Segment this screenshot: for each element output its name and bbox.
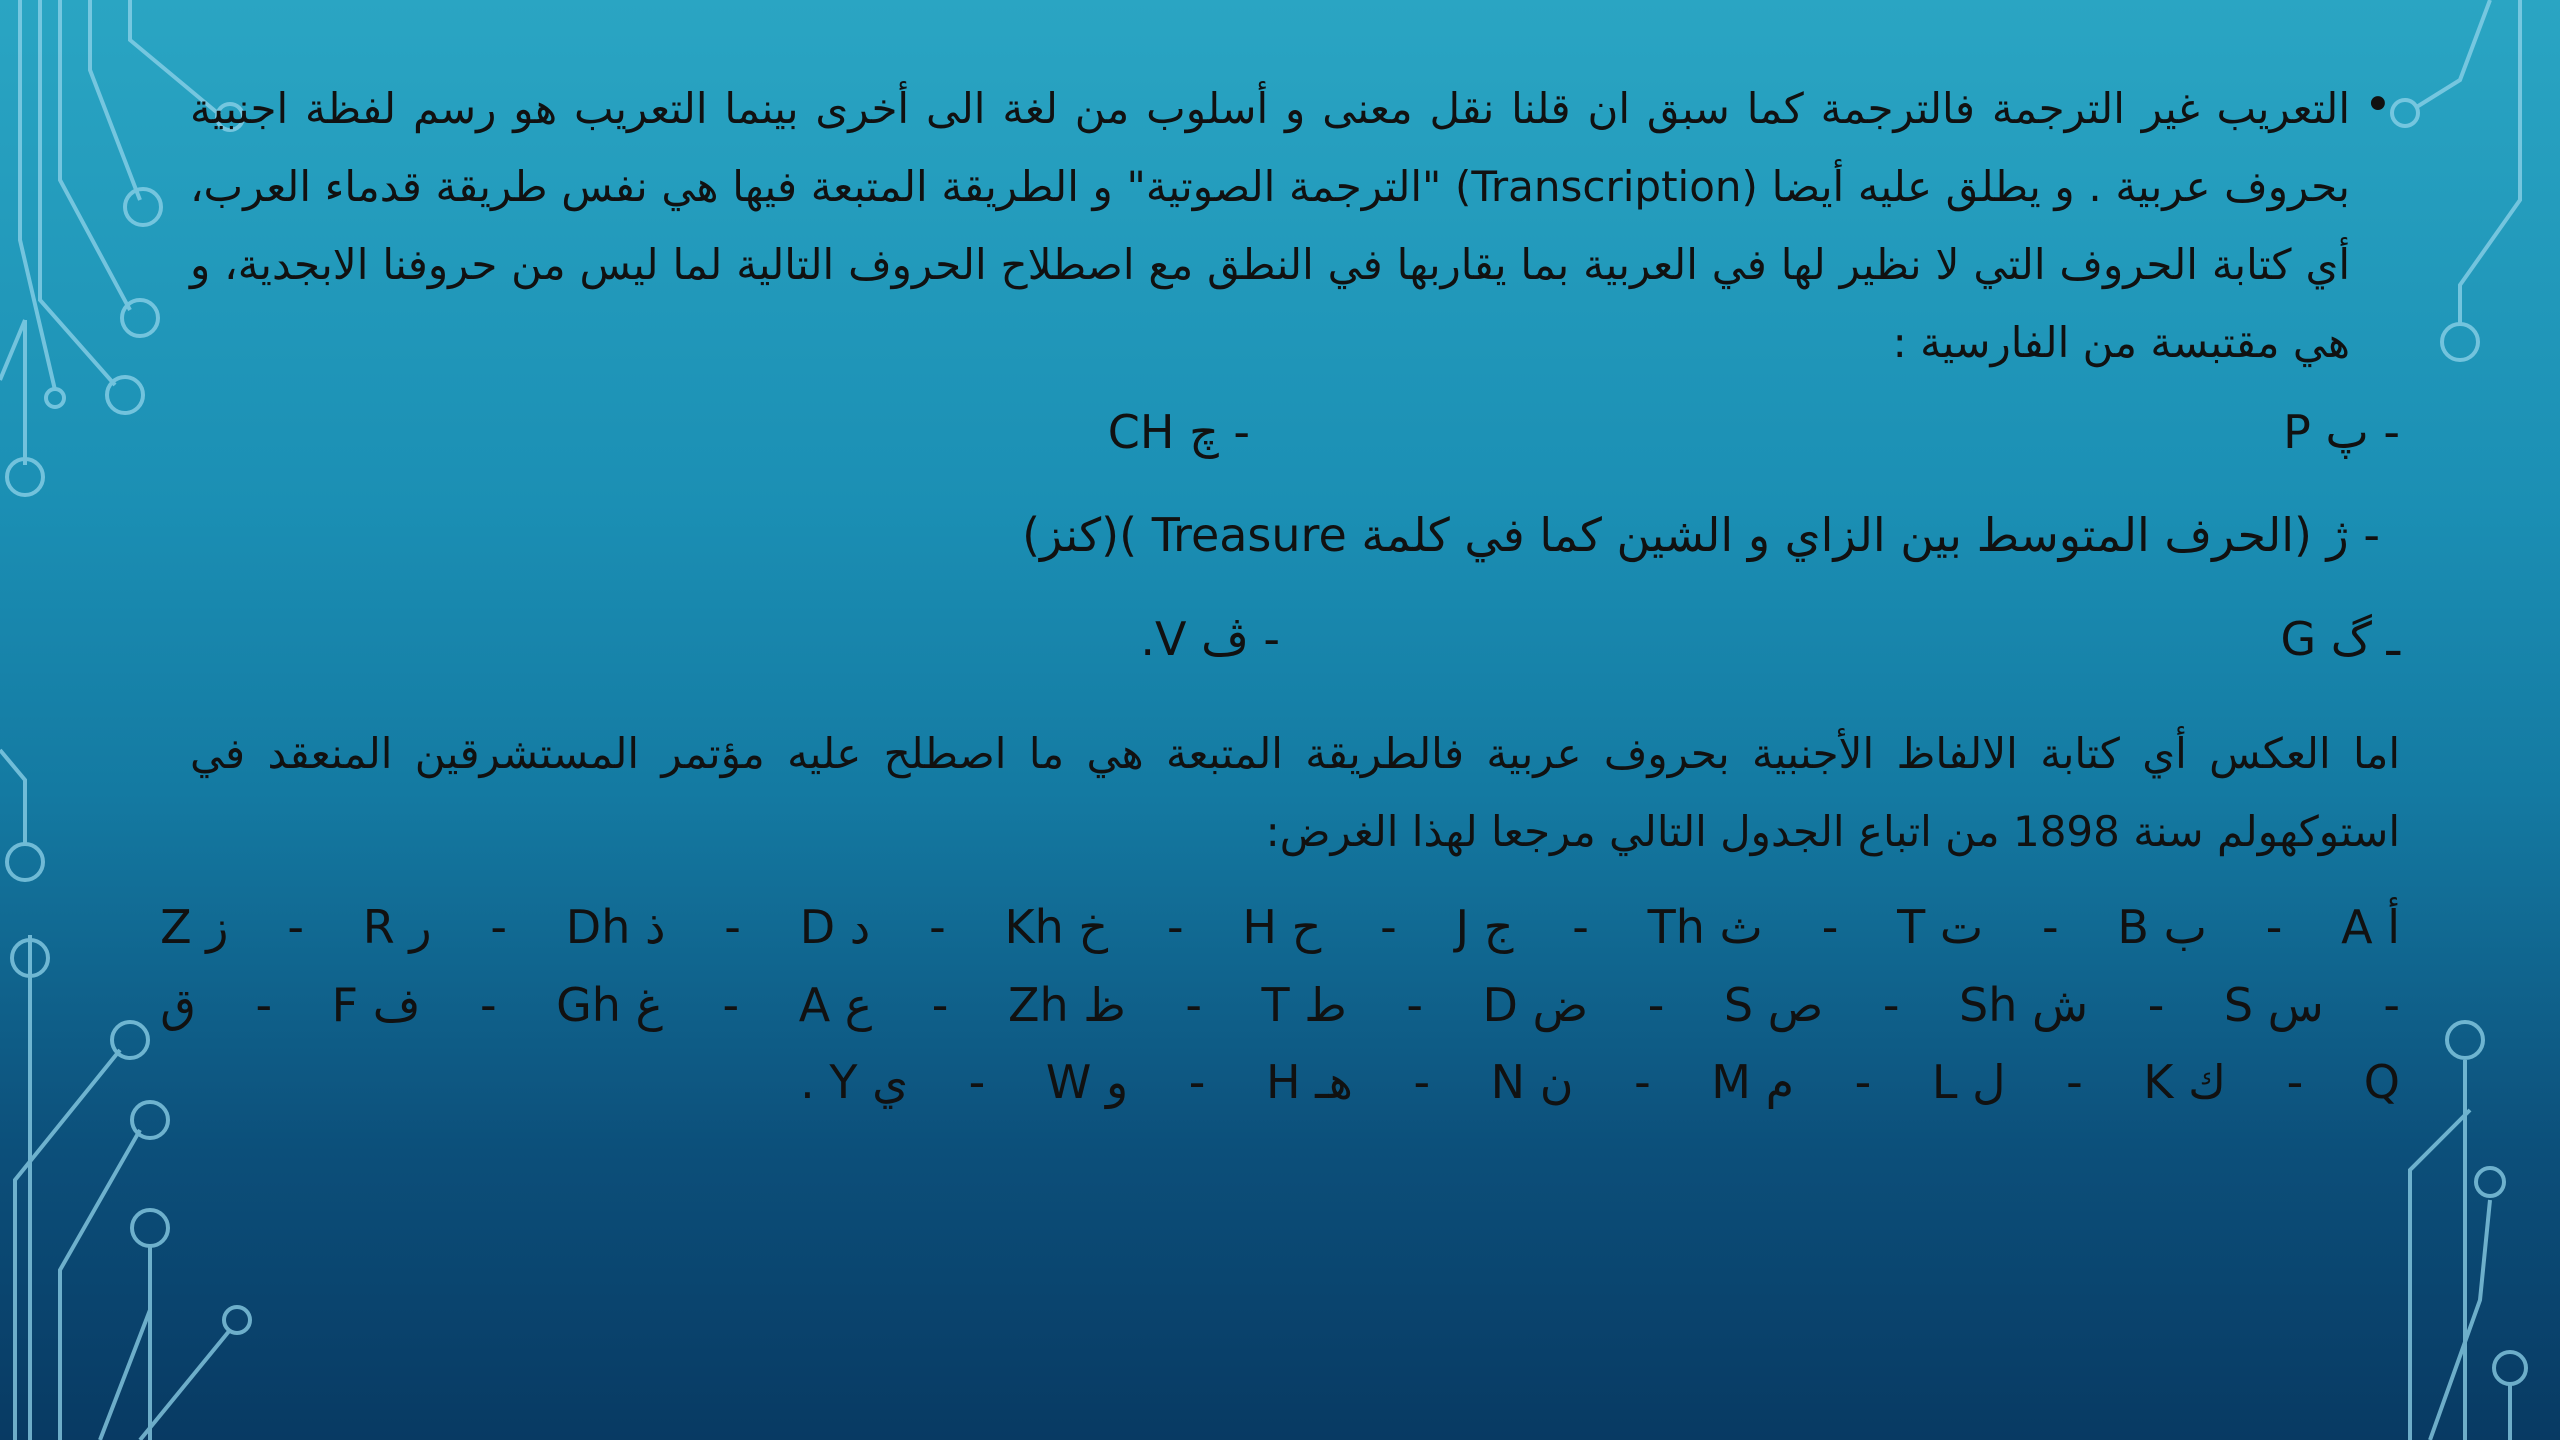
letter-pair: ن N — [1490, 1055, 1574, 1109]
letter-pair: ت T — [1897, 900, 1984, 954]
separator: - — [2066, 1055, 2083, 1109]
separator: - — [2286, 1055, 2304, 1109]
separator: - — [724, 900, 741, 954]
letter-pair: ج J — [1455, 900, 1514, 954]
separator: - — [1413, 1055, 1431, 1109]
separator: - — [1188, 1055, 1206, 1109]
letter-zh: - ژ (الحرف المتوسط بين الزاي و الشين كما في كلمة Treasure )(كنز) — [1022, 508, 2380, 562]
transliteration-row-2 — [160, 978, 2400, 1058]
paragraph-intro — [190, 70, 2392, 382]
separator: - — [1166, 900, 1184, 954]
letter-pair: ع A — [798, 978, 873, 1032]
separator: - — [255, 978, 273, 1032]
paragraph-intro-text: التعريب غير الترجمة فالترجمة كما سبق ان قلنا نقل معنى و أسلوب من لغة الى أخرى بينما التعريب هو رسم لفظة اجنبية بحروف عربية . و يطلق عليه أيضا (Transcription) "الترجمة الصوتية" و الطريقة المتبعة فيها هي نفس طريقة قدماء العرب، أي كتابة الحروف التي لا نظير لها في العربية بما يقاربها في النطق مع اصطلاح الحروف التالية لما ليس من حروفنا الابجدية، و هي مقتبسة من الفارسية : — [190, 84, 2350, 367]
separator: - — [968, 1055, 986, 1109]
transliteration-row-3 — [800, 1055, 2400, 1135]
letter-pair: هـ H — [1265, 1055, 1353, 1109]
separator: - — [1380, 900, 1397, 954]
letter-pair: ز Z — [160, 900, 229, 954]
letter-pair: ر R — [362, 900, 432, 954]
separator: - — [2265, 900, 2283, 954]
letter-pair: ح H — [1242, 900, 1322, 954]
transliteration-row-1 — [160, 900, 2400, 980]
letter-pair: ي Y . — [800, 1055, 909, 1109]
letter-pair: ظ Zh — [1007, 978, 1126, 1032]
separator: - — [2147, 978, 2165, 1032]
paragraph-reverse: اما العكس أي كتابة الالفاظ الأجنبية بحروف عربية فالطريقة المتبعة هي ما اصطلح عليه مؤتمر المستشرقين المنعقد في استوكهولم سنة 1898 من اتباع الجدول التالي مرجعا لهذا الغرض: — [190, 729, 2400, 856]
letter-pair: ك K — [2143, 1055, 2227, 1109]
letter-pair: ط T — [1261, 978, 1347, 1032]
letter-pair: Q — [2363, 1055, 2400, 1109]
letter-pair: خ Kh — [1004, 900, 1109, 954]
letter-pair: م M — [1711, 1055, 1795, 1109]
letter-pair: س S — [2223, 978, 2324, 1032]
separator: - — [929, 900, 946, 954]
letter-pair: د D — [799, 900, 871, 954]
letter-v: - ڤ V. — [1140, 612, 1280, 666]
separator: - — [2041, 900, 2059, 954]
separator: - — [490, 900, 507, 954]
letter-pair: ق — [160, 978, 196, 1032]
letter-ch: - چ CH — [1107, 405, 1250, 459]
letter-pair: غ Gh — [556, 978, 663, 1032]
separator: - — [2383, 978, 2400, 1032]
separator: - — [931, 978, 949, 1032]
separator: - — [479, 978, 497, 1032]
separator: - — [722, 978, 740, 1032]
letter-pair: ل L — [1931, 1055, 2006, 1109]
letter-pair: ث Th — [1647, 900, 1763, 954]
separator: - — [287, 900, 304, 954]
separator: - — [1854, 1055, 1872, 1109]
bullet-icon: • — [2363, 77, 2392, 133]
letter-pair: ش Sh — [1959, 978, 2089, 1032]
separator: - — [1572, 900, 1589, 954]
letter-pair: ب B — [2117, 900, 2207, 954]
letter-p: - پ P — [2283, 405, 2400, 459]
separator: - — [1882, 978, 1900, 1032]
letter-pair: ص S — [1723, 978, 1824, 1032]
letter-pair: ض D — [1482, 978, 1589, 1032]
letter-pair: أ A — [2341, 900, 2400, 954]
separator: - — [1406, 978, 1423, 1032]
separator: - — [1185, 978, 1202, 1032]
letter-pair: ف F — [331, 978, 421, 1032]
separator: - — [1821, 900, 1839, 954]
letter-pair: ذ Dh — [565, 900, 666, 954]
letter-pair: و W — [1045, 1055, 1129, 1109]
separator: - — [1647, 978, 1665, 1032]
separator: - — [1634, 1055, 1651, 1109]
letter-g: ـ گ G — [2280, 612, 2400, 666]
